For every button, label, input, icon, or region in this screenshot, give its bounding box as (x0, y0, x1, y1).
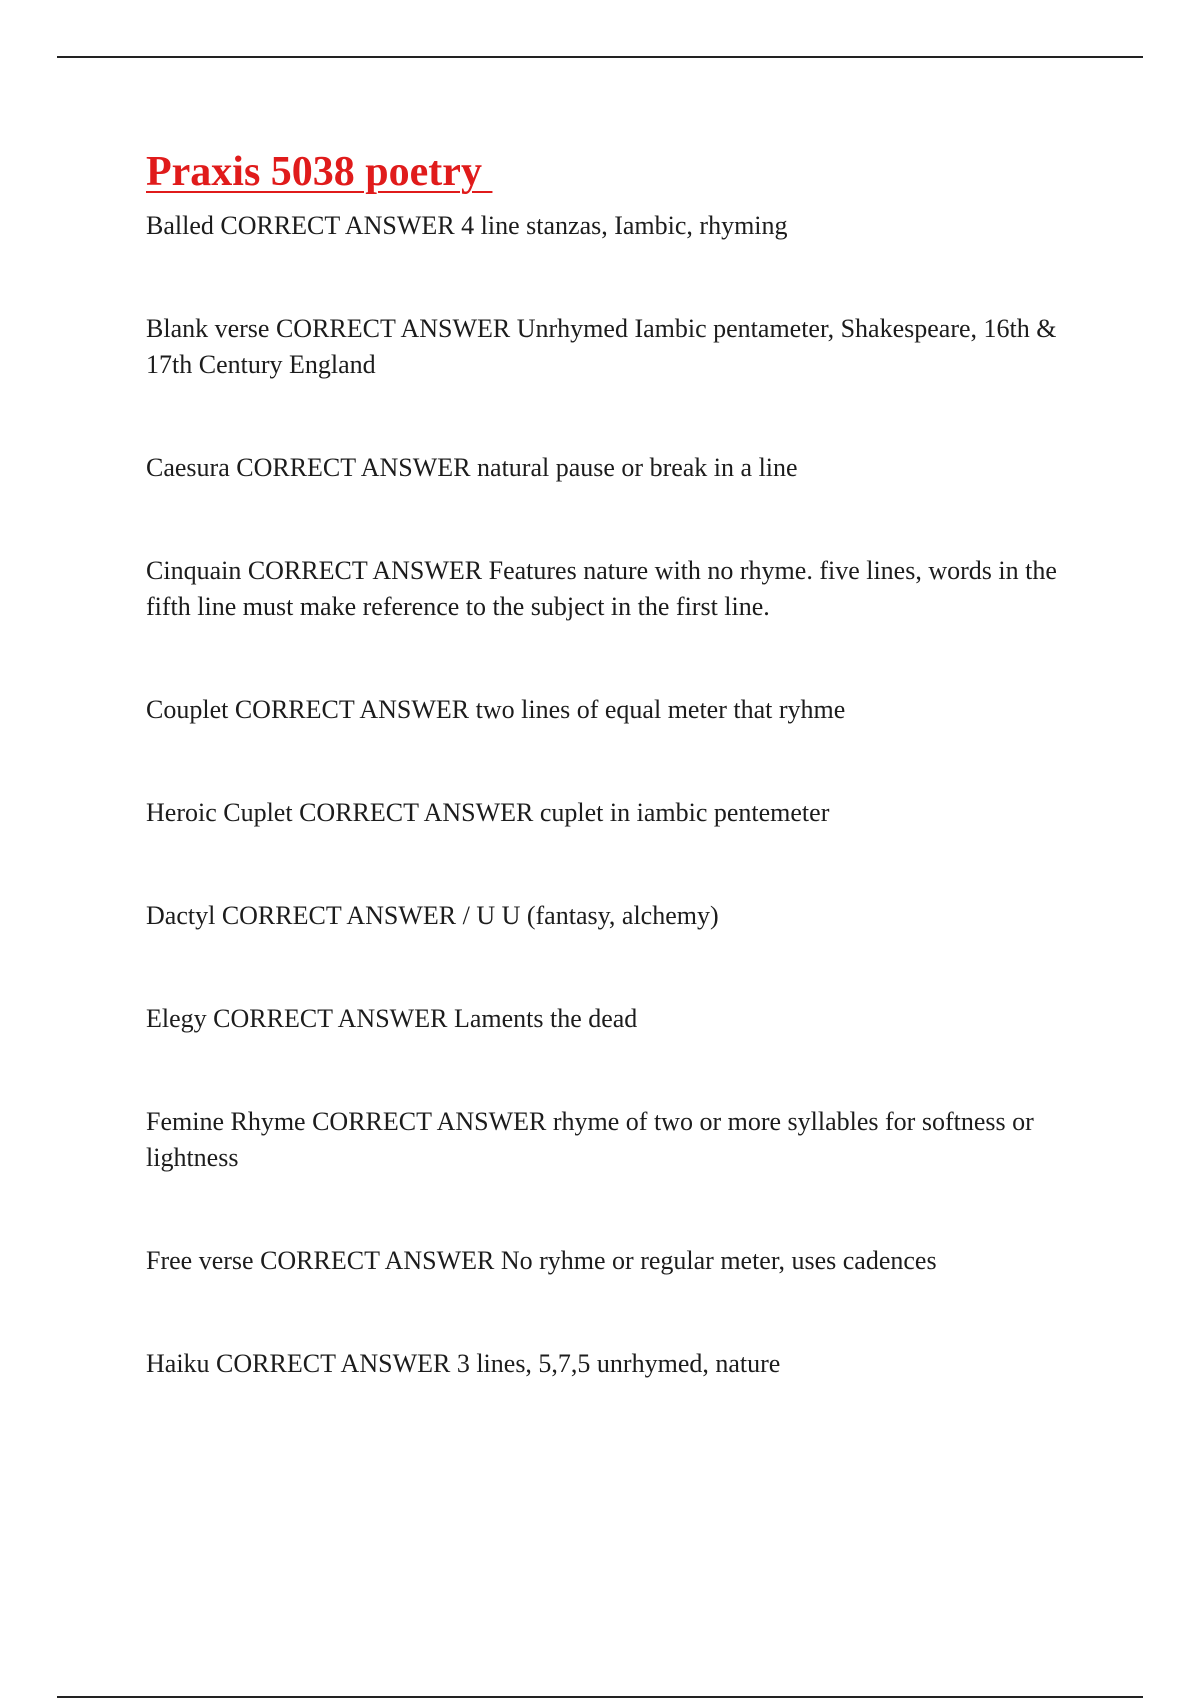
entry-term: Balled (146, 211, 214, 240)
entry-marker: CORRECT ANSWER (247, 556, 483, 585)
entry-term: Caesura (146, 453, 230, 482)
entry-term: Haiku (146, 1349, 210, 1378)
entry-list (146, 208, 1096, 1382)
entry-marker: CORRECT ANSWER (213, 1004, 448, 1033)
list-item (146, 553, 1096, 625)
footer-rule (57, 1696, 1143, 1698)
entry-answer: natural pause or break in a line (477, 453, 798, 482)
entry-marker: CORRECT ANSWER (312, 1107, 547, 1136)
list-item (146, 450, 1096, 486)
entry-term: Elegy (146, 1004, 207, 1033)
entry-answer: / U U (fantasy, alchemy) (462, 901, 719, 930)
entry-term: Couplet (146, 695, 229, 724)
entry-marker: CORRECT ANSWER (221, 901, 457, 930)
entry-term: Heroic Cuplet (146, 798, 293, 827)
entry-answer: cuplet in iambic pentemeter (539, 798, 830, 827)
list-item (146, 1104, 1096, 1176)
entry-marker: CORRECT ANSWER (260, 1246, 495, 1275)
entry-answer: Laments the dead (453, 1004, 638, 1033)
entry-term: Femine Rhyme (146, 1107, 306, 1136)
list-item (146, 1243, 1096, 1279)
entry-marker: CORRECT ANSWER (236, 453, 471, 482)
entry-answer: rhyme of two or more syllables for softness or lightness (146, 1107, 1034, 1172)
list-item (146, 795, 1096, 831)
entry-term: Blank verse (146, 314, 270, 343)
list-item (146, 1001, 1096, 1037)
entry-answer: two lines of equal meter that ryhme (475, 695, 846, 724)
entry-marker: CORRECT ANSWER (220, 211, 455, 240)
entry-term: Free verse (146, 1246, 254, 1275)
list-item (146, 311, 1096, 383)
list-item (146, 898, 1096, 934)
entry-answer: 3 lines, 5,7,5 unrhymed, nature (456, 1349, 781, 1378)
entry-marker: CORRECT ANSWER (275, 314, 511, 343)
entry-marker: CORRECT ANSWER (216, 1349, 451, 1378)
document-body (146, 146, 1096, 1449)
entry-marker: CORRECT ANSWER (234, 695, 470, 724)
entry-marker: CORRECT ANSWER (299, 798, 534, 827)
entry-term: Cinquain (146, 556, 242, 585)
entry-answer: 4 line stanzas, Iambic, rhyming (461, 211, 788, 240)
entry-answer: Unrhymed Iambic pentameter, Shakespeare, 16th & 17th Century England (146, 314, 1057, 379)
document-title: Praxis 5038 poetry (146, 149, 493, 195)
list-item (146, 208, 1096, 244)
entry-answer: Features nature with no rhyme. five lines, words in the fifth line must make reference to the subject in the first line. (146, 556, 1057, 621)
list-item (146, 1346, 1096, 1382)
header-rule (57, 56, 1143, 58)
entry-answer: No ryhme or regular meter, uses cadences (500, 1246, 937, 1275)
entry-term: Dactyl (146, 901, 216, 930)
list-item (146, 692, 1096, 728)
